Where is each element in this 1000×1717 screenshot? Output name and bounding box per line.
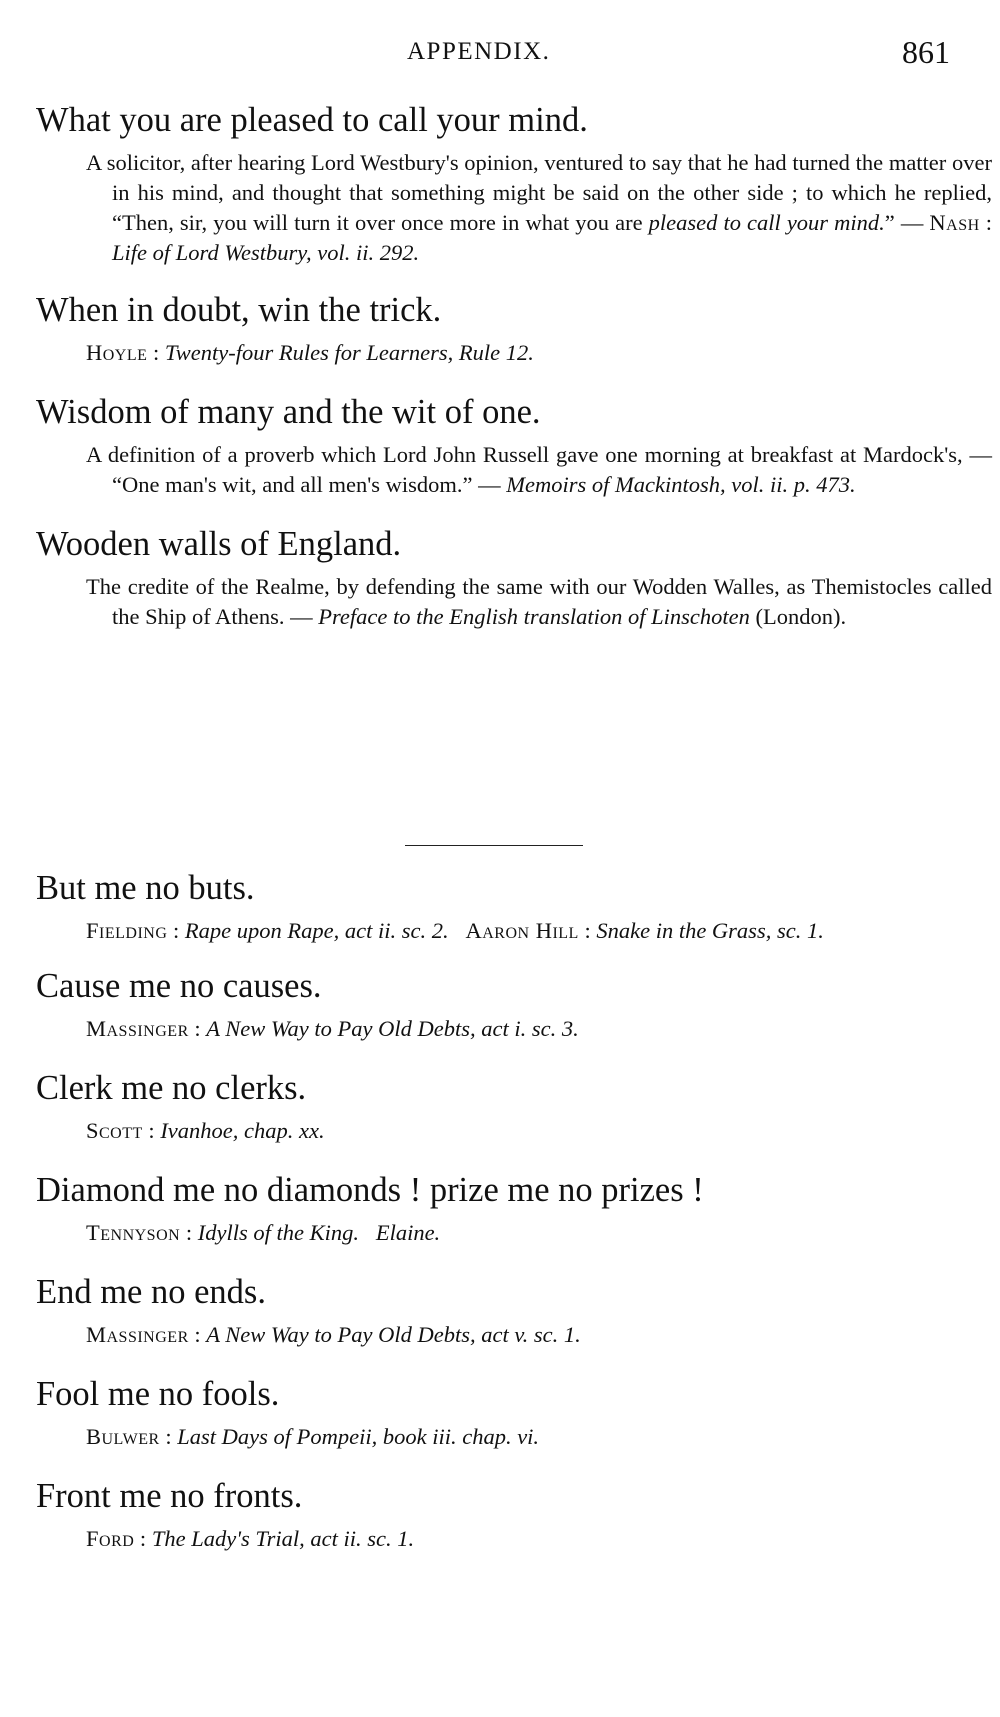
running-head: APPENDIX. [407,38,551,65]
citation-work: The Lady's Trial, act ii. sc. 1. [151,1526,415,1551]
citation-author-2: Aaron Hill [465,918,579,943]
citation-author: Massinger [86,1322,189,1347]
page-header [0,34,1000,74]
citation-author: Nash [929,210,980,235]
entry-citation [86,1524,992,1554]
citation-author: Ford [86,1526,135,1551]
entry-clerk-me-no-clerks [36,1068,956,1146]
citation-work: Last Days of Pompeii, book iii. chap. vi. [177,1424,540,1449]
entry-phrase: Front me no fronts. [36,1477,303,1515]
citation-work: Preface to the English translation of Linschoten [318,604,750,629]
entry-citation [86,1320,992,1350]
entry-phrase: Clerk me no clerks. [36,1069,307,1107]
citation-separator: : [159,1424,178,1449]
entry-phrase: Diamond me no diamonds ! prize me no prizes ! [36,1171,704,1209]
citation-work-2: Snake in the Grass, sc. 1. [596,918,824,943]
citation-work: A New Way to Pay Old Debts, act i. sc. 3. [206,1016,579,1041]
gloss-tail: (London). [749,604,847,629]
citation-separator: : [134,1526,152,1551]
entry-gloss [86,148,992,268]
entry-citation [86,1422,992,1452]
entry-phrase: Wisdom of many and the wit of one. [36,393,541,431]
gloss-text: A solicitor, after hearing Lord Westbury's opinion, ventured to say that he had turned the matter over in his mind, and thought that something might be said on the other side ; to which he replied, “Then, sir, you will turn it over once more in what you are [86,150,992,235]
citation-author: Scott [86,1118,143,1143]
citation-work: A New Way to Pay Old Debts, act v. sc. 1. [206,1322,581,1347]
citation-separator: : [142,1118,161,1143]
entry-citation [86,916,992,946]
entry-pleased-to-call-your-mind [36,100,992,268]
citation-author: Fielding [86,918,168,943]
entry-gloss [86,440,992,500]
citation-work: Twenty-four Rules for Learners, Rule 12. [164,340,534,365]
citation-author: Bulwer [86,1424,160,1449]
citation-separator: : [979,210,992,235]
entry-gloss [86,572,992,632]
entry-cause-me-no-causes [36,966,956,1044]
citation-work: Ivanhoe, chap. xx. [160,1118,325,1143]
citation-author: Tennyson [86,1220,181,1245]
page-number: 861 [902,34,950,70]
citation-author: Hoyle [86,340,148,365]
gloss-text: The credite of the Realme, by defending the same with our Wodden Walles, as Themistocles called the Ship of Athens. — [86,574,992,629]
top-entries [36,100,992,632]
entry-phrase: Wooden walls of England. [36,525,402,563]
entry-phrase: Cause me no causes. [36,967,322,1005]
entry-phrase: What you are pleased to call your mind. [36,101,588,139]
entry-fool-me-no-fools [36,1374,956,1452]
citation-separator: : [167,918,185,943]
gloss-italic: pleased to call your mind. [648,210,885,235]
citation-separator: : [188,1322,207,1347]
entry-end-me-no-ends [36,1272,956,1350]
gloss-text: A definition of a proverb which Lord John Russell gave one morning at breakfast at Mardock's, — “One man's wit, and all men's wisdom.” — [86,442,992,497]
section-divider [405,845,583,846]
entry-but-me-no-buts [36,868,956,946]
citation-author: Massinger [86,1016,189,1041]
citation-separator-2: : [578,918,597,943]
bottom-entries [36,868,956,1554]
entry-phrase: End me no ends. [36,1273,266,1311]
entry-citation [86,1014,992,1044]
gloss-after: ” — [884,210,930,235]
citation-separator: : [188,1016,207,1041]
entry-phrase: But me no buts. [36,869,255,907]
citation-separator: : [147,340,165,365]
entry-diamond-me-no-diamonds [36,1170,956,1248]
entry-wooden-walls [36,524,992,632]
entry-phrase: Fool me no fools. [36,1375,280,1413]
entry-wisdom-of-many [36,392,992,500]
entry-citation [86,1116,992,1146]
entry-phrase: When in doubt, win the trick. [36,291,442,329]
citation-work: Memoirs of Mackintosh, vol. ii. p. 473. [506,472,856,497]
citation-separator: : [180,1220,198,1245]
entry-citation [86,1218,992,1248]
citation-work: Life of Lord Westbury, vol. ii. 292. [112,240,420,265]
citation-work: Idylls of the King. Elaine. [197,1220,441,1245]
entry-when-in-doubt [36,290,956,368]
entry-citation [86,338,992,368]
citation-work: Rape upon Rape, act ii. sc. 2. [184,918,449,943]
entry-front-me-no-fronts [36,1476,956,1554]
